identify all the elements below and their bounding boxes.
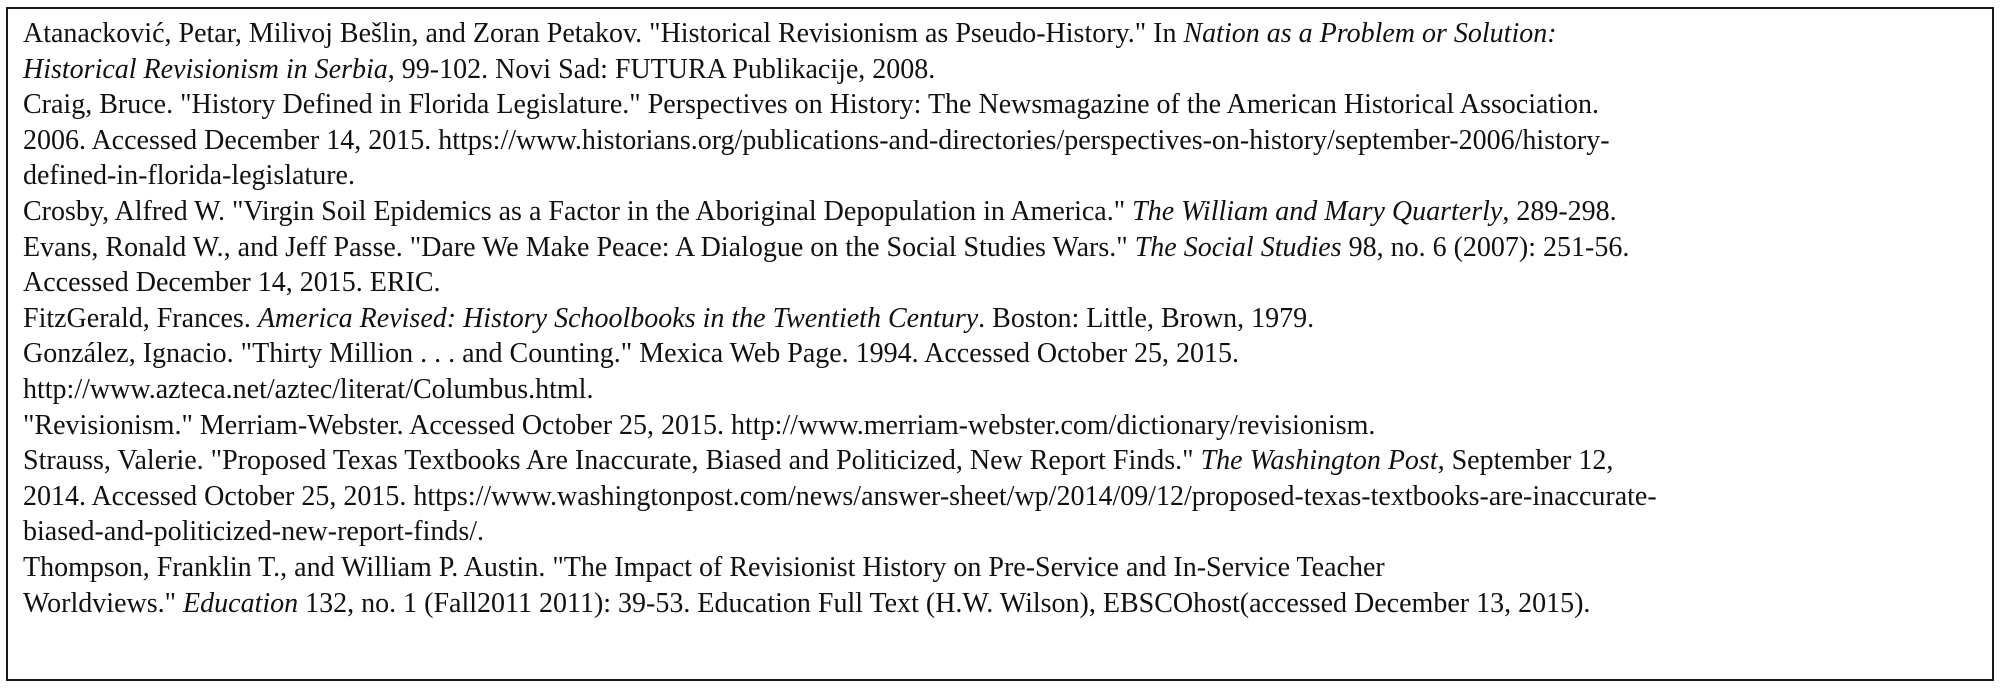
- text-segment: González, Ignacio. "Thirty Million . . . and Counting." Mexica Web Page. 1994. Accessed October 25, 2015.: [23, 338, 1240, 370]
- text-segment: Craig, Bruce. "History Defined in Florida Legislature." Perspectives on History: The Newsmagazine of the American Historical Association.: [23, 89, 1599, 121]
- bibliography-entry: [23, 87, 1983, 194]
- italic-title-segment: The Washington Post: [1200, 445, 1438, 477]
- entry-line: [23, 408, 1983, 444]
- text-segment: 2014. Accessed October 25, 2015. https://www.washingtonpost.com/news/answer-sheet/wp/2014/09/12/proposed-texas-textbooks-are-inaccurate-: [23, 480, 1657, 512]
- bibliography-entry: [23, 408, 1983, 444]
- text-segment: http://www.azteca.net/aztec/literat/Columbus.html.: [23, 373, 594, 405]
- text-segment: FitzGerald, Frances.: [23, 302, 258, 334]
- entry-line: [23, 372, 1983, 408]
- text-segment: , 289-298.: [1502, 195, 1617, 227]
- italic-title-segment: Historical Revisionism in Serbia: [23, 53, 388, 85]
- italic-title-segment: The Social Studies: [1134, 231, 1342, 263]
- entry-line: [23, 123, 1983, 159]
- italic-title-segment: America Revised: History Schoolbooks in the Twentieth Century: [257, 302, 979, 334]
- text-segment: Accessed December 14, 2015. ERIC.: [23, 267, 441, 299]
- text-segment: 2006. Accessed December 14, 2015. https://www.historians.org/publications-and-directories/perspectives-on-history/september-2006/history-: [23, 124, 1610, 156]
- bibliography-entry: [23, 301, 1983, 337]
- text-segment: Thompson, Franklin T., and William P. Austin. "The Impact of Revisionist History on Pre-Service and In-Service Teacher: [23, 551, 1385, 583]
- text-segment: 98, no. 6 (2007): 251-56.: [1341, 231, 1630, 263]
- text-segment: 132, no. 1 (Fall2011 2011): 39-53. Education Full Text (H.W. Wilson), EBSCOhost(accessed December 13, 2015).: [298, 587, 1591, 619]
- entry-line: [23, 52, 1983, 88]
- entry-line: [23, 479, 1983, 515]
- italic-title-segment: Nation as a Problem or Solution:: [1183, 18, 1557, 49]
- entry-line: [23, 230, 1983, 266]
- entry-line: [23, 158, 1983, 194]
- text-segment: . Boston: Little, Brown, 1979.: [978, 302, 1315, 334]
- entry-line: [23, 443, 1983, 479]
- bibliography-entry: [23, 16, 1983, 87]
- entry-line: [23, 586, 1983, 622]
- italic-title-segment: The William and Mary Quarterly: [1132, 195, 1503, 227]
- text-segment: , September 12,: [1437, 445, 1614, 477]
- text-segment: , 99-102. Novi Sad: FUTURA Publikacije, 2008.: [387, 53, 936, 85]
- bibliography-entry: [23, 336, 1983, 407]
- bibliography-list: [23, 16, 1983, 621]
- bibliography-entry: [23, 550, 1983, 621]
- entry-line: [23, 194, 1983, 230]
- text-segment: biased-and-politicized-new-report-finds/.: [23, 516, 485, 548]
- text-segment: defined-in-florida-legislature.: [23, 160, 355, 192]
- entry-line: [23, 301, 1983, 337]
- text-segment: "Revisionism." Merriam-Webster. Accessed October 25, 2015. http://www.merriam-webster.com/dictionary/revisionism.: [23, 409, 1376, 441]
- text-segment: Worldviews.": [23, 587, 184, 619]
- entry-line: [23, 16, 1983, 52]
- entry-line: [23, 336, 1983, 372]
- text-segment: Evans, Ronald W., and Jeff Passe. "Dare We Make Peace: A Dialogue on the Social Studies Wars.": [23, 231, 1135, 263]
- bibliography-entry: [23, 230, 1983, 301]
- bibliography-entry: [23, 443, 1983, 550]
- text-segment: Atanacković, Petar, Milivoj Bešlin, and Zoran Petakov. "Historical Revisionism as Pseudo-History." In: [23, 18, 1184, 49]
- text-segment: Crosby, Alfred W. "Virgin Soil Epidemics as a Factor in the Aboriginal Depopulation in America.": [23, 195, 1133, 227]
- italic-title-segment: Education: [183, 587, 299, 619]
- bibliography-entry: [23, 194, 1983, 230]
- text-segment: Strauss, Valerie. "Proposed Texas Textbooks Are Inaccurate, Biased and Politicized, New Report Finds.": [23, 445, 1201, 477]
- entry-line: [23, 87, 1983, 123]
- entry-line: [23, 514, 1983, 550]
- entry-line: [23, 550, 1983, 586]
- entry-line: [23, 265, 1983, 301]
